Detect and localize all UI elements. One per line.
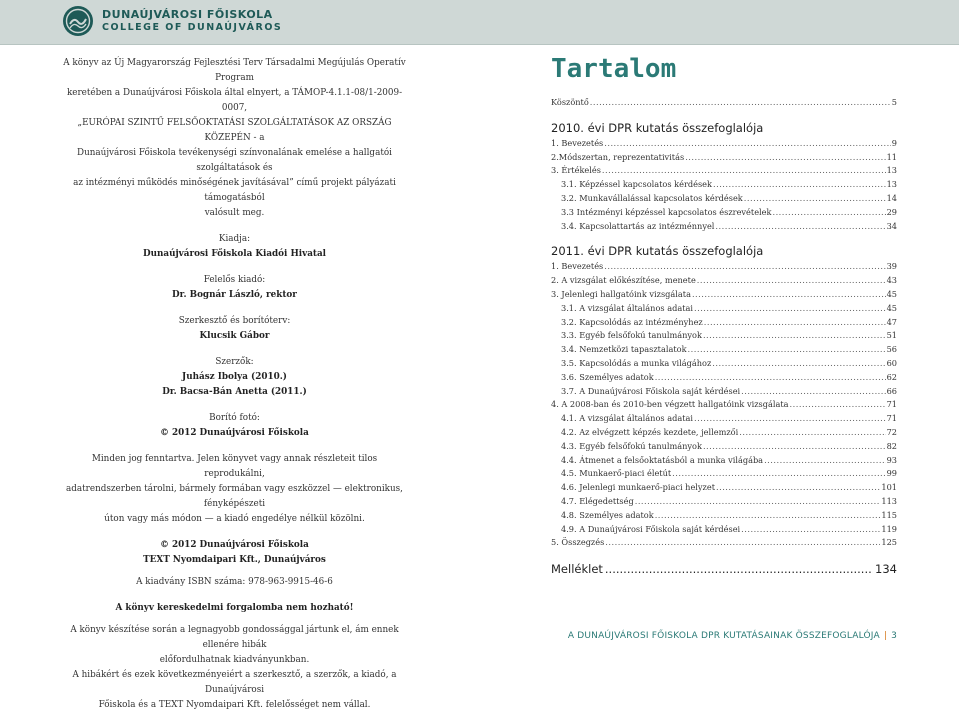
disclaimer-line: A hibákért és ezek következményeiért a szerkesztő, a szerzők, a kiadó, a Dunaújvárosi [72,670,397,695]
rights-line: úton vagy más módon — a kiadó engedélye nélkül közölni. [104,514,365,524]
toc-title: Tartalom [551,54,677,84]
toc-leader [605,536,880,550]
toc-leader [741,385,885,399]
toc-entry-page: 43 [886,275,897,286]
toc-entry-label: Köszöntő [551,97,589,107]
imprint-column [62,56,407,713]
footer-title: A DUNAÚJVÁROSI FŐISKOLA DPR KUTATÁSAINAK ÖSSZEFOGLALÓJA [567,631,880,641]
toc-entry-label: 4.4. Átmenet a felsőoktatásból a munka világába [561,454,764,465]
toc-leader [764,454,886,468]
logo-text [102,8,282,34]
toc-leader [672,467,885,481]
section-2011-entries [551,260,897,550]
author-name: Dr. Bacsa-Bán Anetta (2011.) [162,387,307,397]
photo-label: Borító fotó: [209,413,260,423]
toc-entry-page: 125 [881,537,897,548]
rights-line: adatrendszerben tárolni, bármely formában vagy eszközzel — elektronikus, fényképészeti [66,484,403,509]
authors-label: Szerzők: [215,357,254,367]
editor-name: Klucsik Gábor [199,331,270,341]
toc-entry-page: 45 [886,302,897,313]
intro-line: A könyv az Új Magyarország Fejlesztési Terv Társadalmi Megújulás Operatív Program [63,58,406,83]
editor-label: Szerkesztő és borítóterv: [178,316,291,326]
toc-entry[interactable] [551,440,897,454]
rights-line [62,452,407,482]
toc-leader [694,302,886,316]
toc-leader [790,398,886,412]
toc-entry-label: 4.1. A vizsgálat általános adatai [561,413,693,424]
toc-entry[interactable] [551,481,897,495]
toc-entry-label: 3.6. Személyes adatok [561,371,654,382]
toc-entry[interactable] [551,206,897,220]
toc-entry-page: 47 [886,316,897,327]
toc-entry[interactable] [551,385,897,399]
toc-entry-page: 9 [891,137,897,148]
toc-entry-label: 4.2. Az elvégzett képzés kezdete, jellemzői [561,426,739,437]
toc-entry-page: 101 [881,482,897,493]
toc-entry[interactable] [551,523,897,537]
toc-entry-label: 1. Bevezetés [551,137,604,148]
intro-line: valósult meg. [204,208,265,218]
toc-leader [694,412,886,426]
toc-entry-page: 115 [881,509,897,520]
section-2011-title: 2011. évi DPR kutatás összefoglalója [551,244,764,259]
toc-leader [715,220,885,234]
toc-entry-page: 29 [886,206,897,217]
footer-separator: | [883,631,888,641]
toc-entry-page: 99 [886,468,897,479]
logo-line-2: COLLEGE OF DUNAÚJVÁROS [102,22,283,33]
toc-entry-label: 3.4. Kapcsolattartás az intézménnyel [561,220,715,231]
author-name: Juhász Ibolya (2010.) [182,372,287,382]
header-bar [0,0,959,45]
not-for-sale-notice: A könyv kereskedelmi forgalomba nem hozható! [115,603,354,613]
toc-entry-label: 3.1. A vizsgálat általános adatai [561,302,693,313]
toc-entry[interactable] [551,96,897,110]
logo-line-1: DUNAÚJVÁROSI FŐISKOLA [102,8,273,21]
toc-entry-page: 119 [881,523,897,534]
intro-line: az intézményi működés minőségének javításával” című projekt pályázati támogatásból [73,178,396,203]
toc-entry-page: 51 [886,330,897,341]
toc-entry-label: 3.3 Intézményi képzéssel kapcsolatos észrevételek [561,206,772,217]
toc-entry-label: 3.2. Kapcsolódás az intézményhez [561,316,703,327]
toc-entry[interactable] [551,371,897,385]
toc-entry-page: 113 [881,495,897,506]
toc-entry-page: 56 [886,344,897,355]
toc-entry-page: 13 [886,165,897,176]
toc-entry-label: 4. A 2008-ban és 2010-ben végzett hallgatóink vizsgálata [551,399,789,410]
toc-entry[interactable] [551,260,897,274]
toc-entry-label: 1. Bevezetés [551,261,604,272]
toc-leader [604,137,891,151]
college-emblem-icon [62,5,94,37]
page-number: 3 [891,631,897,641]
table-of-contents [551,50,897,576]
toc-leader [713,178,886,192]
toc-entry-label: 3.4. Nemzetközi tapasztalatok [561,344,687,355]
toc-entry[interactable] [551,274,897,288]
toc-entry-label: 4.7. Elégedettség [561,495,634,506]
toc-entry[interactable] [551,316,897,330]
toc-leader [772,206,885,220]
disclaimer-line: Főiskola és a TEXT Nyomdaipari Kft. felelősséget nem vállal. [98,700,371,710]
toc-appendix-entry[interactable] [551,562,897,576]
toc-leader [703,329,886,343]
toc-entry-page: 71 [886,413,897,424]
toc-entry-label: 4.6. Jelenlegi munkaerő-piaci helyzet [561,482,715,493]
toc-leader [635,495,881,509]
toc-entry-page: 72 [886,426,897,437]
toc-entry[interactable] [551,178,897,192]
section-2010-title: 2010. évi DPR kutatás összefoglalója [551,120,764,135]
toc-leader [739,426,885,440]
toc-leader [712,357,885,371]
printer: TEXT Nyomdaipari Kft., Dunaújváros [143,555,326,565]
rights-text: Jelen könyvet vagy annak részleteit tilos reprodukálni, [197,454,378,479]
isbn: A kiadvány ISBN száma: 978-963-9915-46-6 [136,577,333,587]
toc-leader [704,316,886,330]
toc-entry-label: 4.9. A Dunaújvárosi Főiskola saját kérdései [561,523,741,534]
toc-entry[interactable] [551,343,897,357]
toc-entry[interactable] [551,192,897,206]
toc-entry[interactable] [551,357,897,371]
toc-entry-page: 60 [886,357,897,368]
toc-leader [590,96,891,110]
toc-entry-page: 71 [886,399,897,410]
toc-entry[interactable] [551,151,897,165]
toc-leader [685,151,885,165]
toc-entry[interactable] [551,137,897,151]
toc-entry[interactable] [551,302,897,316]
toc-entry[interactable] [551,220,897,234]
publisher-label: Kiadja: [218,234,251,244]
toc-leader [655,509,881,523]
toc-leader [602,164,886,178]
toc-leader [703,440,886,454]
toc-entry-label: 3. Jelenlegi hallgatóink vizsgálata [551,288,691,299]
toc-entry[interactable] [551,495,897,509]
toc-entry-label: 2. A vizsgálat előkészítése, menete [551,275,696,286]
toc-leader [605,562,873,576]
toc-entry-page: 14 [886,192,897,203]
toc-leader [741,523,880,537]
rights-reserved: Minden jog fenntartva. [91,454,195,464]
toc-entry[interactable] [551,509,897,523]
toc-entry[interactable] [551,454,897,468]
toc-entry[interactable] [551,329,897,343]
toc-entry[interactable] [551,164,897,178]
toc-leader [604,260,885,274]
toc-leader [688,343,886,357]
responsible-name: Dr. Bognár László, rektor [172,290,297,300]
toc-entry-page: 66 [886,385,897,396]
section-2010-entries [551,137,897,234]
toc-leader [716,481,880,495]
toc-entry-page: 62 [886,371,897,382]
toc-entry-label: 3. Értékelés [551,165,601,176]
toc-entry-label: 5. Összegzés [551,537,605,548]
toc-entry[interactable] [551,288,897,302]
copyright: © 2012 Dunaújvárosi Főiskola [160,540,309,550]
toc-entry-label: 4.3. Egyéb felsőfokú tanulmányok [561,440,702,451]
disclaimer-line: A könyv készítése során a legnagyobb gondossággal jártunk el, ám ennek ellenére hibák [70,625,399,650]
intro-line: Dunaújvárosi Főiskola tevékenységi színvonalának emelése a hallgatói szolgáltatások és [77,148,392,173]
toc-entry-label: 3.2. Munkavállalással kapcsolatos kérdések [561,192,743,203]
page-footer [568,631,897,641]
responsible-label: Felelős kiadó: [203,275,266,285]
toc-leader [692,288,886,302]
toc-entry-label: 3.7. A Dunaújvárosi Főiskola saját kérdései [561,385,741,396]
toc-entry-label: 4.8. Személyes adatok [561,509,654,520]
toc-leader [697,274,886,288]
toc-entry-page: 34 [886,220,897,231]
intro-line: „EURÓPAI SZINTŰ FELSŐOKTATÁSI SZOLGÁLTATÁSOK AZ ORSZÁG KÖZEPÉN - a [77,118,392,143]
toc-leader [744,192,886,206]
appendix-page: 134 [875,562,897,577]
toc-entry-label: 3.3. Egyéb felsőfokú tanulmányok [561,330,702,341]
toc-entry[interactable] [551,412,897,426]
toc-entry[interactable] [551,467,897,481]
toc-entry[interactable] [551,426,897,440]
toc-entry-label: 3.1. Képzéssel kapcsolatos kérdések [561,179,712,190]
appendix-label: Melléklet [551,562,603,577]
publisher-name: Dunaújvárosi Főiskola Kiadói Hivatal [142,249,327,259]
toc-entry-page: 45 [886,288,897,299]
toc-entry-page: 93 [886,454,897,465]
toc-entry-page: 5 [891,97,897,107]
toc-entry-page: 39 [886,261,897,272]
photo-credit: © 2012 Dunaújvárosi Főiskola [160,428,309,438]
toc-leader [655,371,886,385]
disclaimer-line: előfordulhatnak kiadványunkban. [159,655,310,665]
toc-entry-page: 82 [886,440,897,451]
toc-entry-page: 13 [886,179,897,190]
toc-entry-label: 4.5. Munkaerő-piaci életút [561,468,672,479]
toc-entry-page: 11 [886,151,897,162]
toc-entry-label: 2.Módszertan, reprezentativitás [551,151,685,162]
intro-line: keretében a Dunaújvárosi Főiskola által elnyert, a TÁMOP-4.1.1-08/1-2009-0007, [66,88,403,113]
toc-entry-label: 3.5. Kapcsolódás a munka világához [561,357,712,368]
toc-entry[interactable] [551,536,897,550]
toc-entry[interactable] [551,398,897,412]
